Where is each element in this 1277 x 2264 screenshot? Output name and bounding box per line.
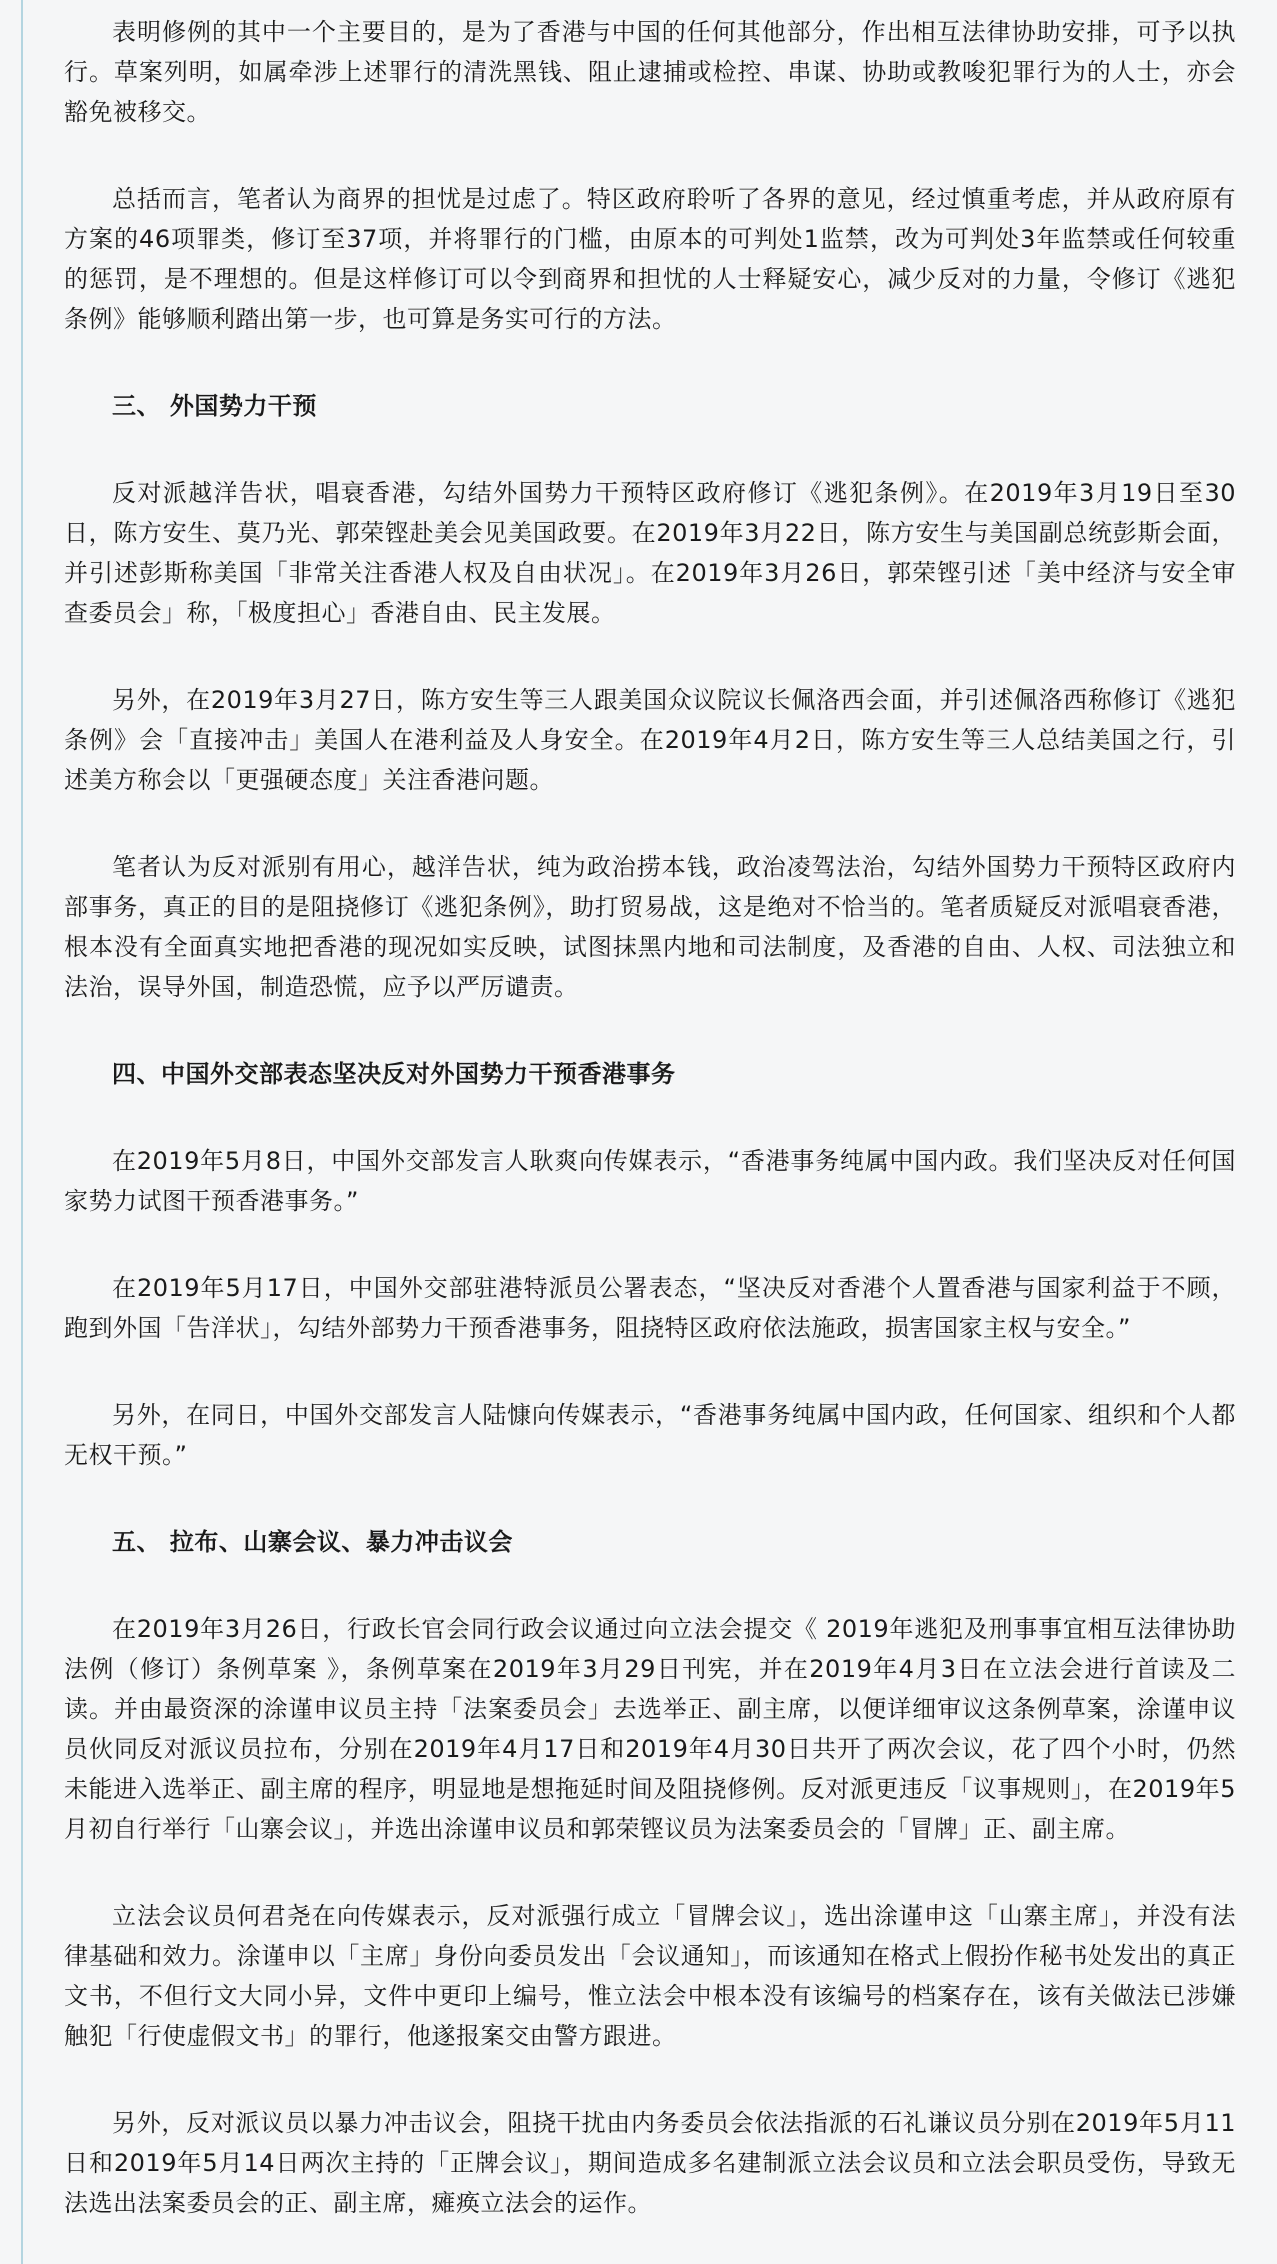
paragraph-bills-committee-process: 在2019年3月26日，行政长官会同行政会议通过向立法会提交《 2019年逃犯及刑事事宜相互法律协助法例（修订）条例草案 》，条例草案在2019年3月29日刊宪，并在2019年4月3日在立法会进行首读及二读。并由最资深的涂谨申议员主持「法案委员会」去选举正、副主席，以便详细审议这条例草案，涂谨申议员伙同反对派议员拉布，分别在2019年4月17日和2019年4月30日共开了两次会议，花了四个小时，仍然未能进入选举正、副主席的程序，明显地是想拖延时间及阻挠修例。反对派更违反「议事规则」，在2019年5月初自行举行「山寨会议」，并选出涂谨申议员和郭荣铿议员为法案委员会的「冒牌」正、副主席。	[64, 1615, 1236, 1843]
paragraph-geng-shuang-statement: 在2019年5月8日，中国外交部发言人耿爽向传媒表示，“香港事务纯属中国内政。我们坚决反对任何国家势力试图干预香港事务。”	[64, 1147, 1236, 1215]
paragraph-commissioner-office-statement: 在2019年5月17日，中国外交部驻港特派员公署表态，“坚决反对香港个人置香港与国家利益于不顾，跑到外国「告洋状」，勾结外部势力干预香港事务，阻挠特区政府依法施政，损害国家主权与安全。”	[64, 1274, 1236, 1342]
paragraph-opposition-us-visits: 反对派越洋告状，唱衰香港，勾结外国势力干预特区政府修订《逃犯条例》。在2019年3月19日至30日，陈方安生、莫乃光、郭荣铿赴美会见美国政要。在2019年3月22日，陈方安生与美国副总统彭斯会面，并引述彭斯称美国「非常关注香港人权及自由状况」。在2019年3月26日，郭荣铿引述「美中经济与安全审查委员会」称，「极度担心」香港自由、民主发展。	[64, 479, 1236, 627]
paragraph-violent-clashes: 另外，反对派议员以暴力冲击议会，阻挠干扰由内务委员会依法指派的石礼谦议员分别在2019年5月11日和2019年5月14日两次主持的「正牌会议」，期间造成多名建制派立法会议员和立法会职员受伤，导致无法选出法案委员会的正、副主席，瘫痪立法会的运作。	[64, 2109, 1236, 2217]
paragraph-pelosi-meeting: 另外，在2019年3月27日，陈方安生等三人跟美国众议院议长佩洛西会面，并引述佩洛西称修订《逃犯条例》会「直接冲击」美国人在港利益及人身安全。在2019年4月2日，陈方安生等三人总结美国之行，引述美方称会以「更强硬态度」关注香港问题。	[64, 686, 1236, 794]
paragraph-lu-kang-statement: 另外，在同日，中国外交部发言人陆慷向传媒表示，“香港事务纯属中国内政，任何国家、组织和个人都无权干预。”	[64, 1401, 1236, 1469]
paragraph-business-concerns-summary: 总括而言，笔者认为商界的担忧是过虑了。特区政府聆听了各界的意见，经过慎重考虑，并从政府原有方案的46项罪类，修订至37项，并将罪行的门槛，由原本的可判处1监禁，改为可判处3年监禁或任何较重的惩罚，是不理想的。但是这样修订可以令到商界和担忧的人士释疑安心，减少反对的力量，令修订《逃犯条例》能够顺利踏出第一步，也可算是务实可行的方法。	[64, 185, 1236, 333]
article-content	[64, 12, 1236, 2223]
paragraph-amendment-purpose: 表明修例的其中一个主要目的，是为了香港与中国的任何其他部分，作出相互法律协助安排，可予以执行。草案列明，如属牵涉上述罪行的清洗黑钱、阻止逮捕或检控、串谋、协助或教唆犯罪行为的人士，亦会豁免被移交。	[64, 18, 1236, 126]
section-heading-4-foreign-ministry-stance: 四、中国外交部表态坚决反对外国势力干预香港事务	[112, 1060, 676, 1088]
section-heading-3-foreign-interference: 三、 外国势力干预	[112, 392, 317, 420]
paragraph-junius-ho-statement: 立法会议员何君尧在向传媒表示，反对派强行成立「冒牌会议」，选出涂谨申这「山寨主席」，并没有法律基础和效力。涂谨申以「主席」身份向委员发出「会议通知」，而该通知在格式上假扮作秘书处发出的真正文书，不但行文大同小异，文件中更印上编号，惟立法会中根本没有该编号的档案存在，该有关做法已涉嫌触犯「行使虚假文书」的罪行，他遂报案交由警方跟进。	[64, 1902, 1236, 2050]
section-heading-5-filibuster-violence: 五、 拉布、山寨会议、暴力冲击议会	[112, 1528, 513, 1556]
paragraph-author-criticism: 笔者认为反对派别有用心，越洋告状，纯为政治捞本钱，政治凌驾法治，勾结外国势力干预特区政府内部事务，真正的目的是阻挠修订《逃犯条例》，助打贸易战，这是绝对不恰当的。笔者质疑反对派唱衰香港，根本没有全面真实地把香港的现况如实反映，试图抹黑内地和司法制度，及香港的自由、人权、司法独立和法治，误导外国，制造恐慌，应予以严厉谴责。	[64, 853, 1236, 1001]
left-border-line	[21, 0, 23, 2264]
